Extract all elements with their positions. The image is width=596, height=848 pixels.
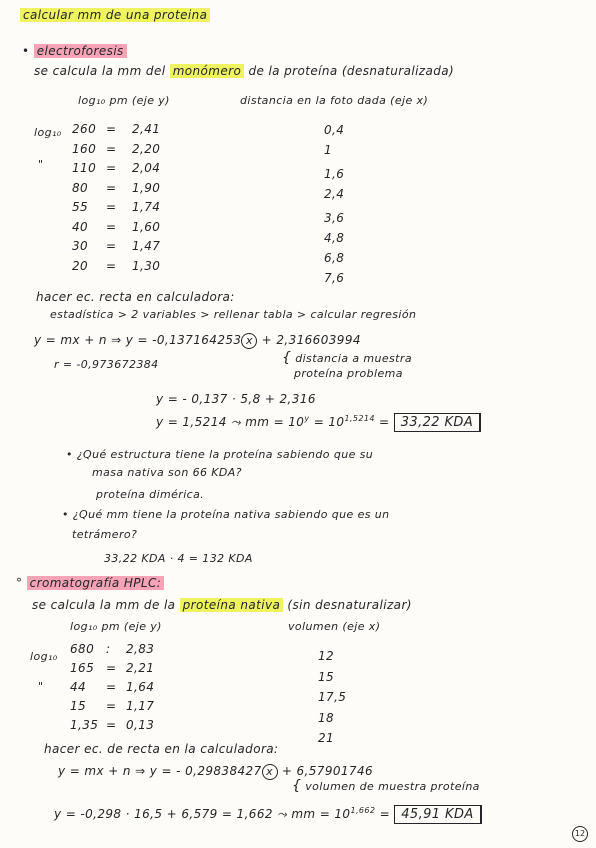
table-cell-log: 2,21 — [126, 661, 155, 675]
table-cell-dist: 6,8 — [324, 251, 345, 265]
electro-eq-post: + 2,316603994 — [261, 333, 361, 347]
table-cell-eq: = — [106, 141, 117, 156]
electro-intro-post: de la proteína (desnaturalizada) — [248, 64, 455, 78]
table-cell-log: 2,04 — [132, 161, 161, 175]
table-cell-eq: = — [106, 258, 117, 273]
circled-x: x — [262, 764, 278, 780]
table-cell-log: 0,13 — [126, 718, 155, 732]
table-cell-eq: : — [106, 642, 111, 656]
hplc-result-exp: 1,662 — [350, 806, 376, 815]
electro-log-column — [132, 120, 160, 276]
hplc-result-box: 45,91 KDA — [394, 805, 481, 824]
table-cell-pm: 55 — [72, 200, 89, 214]
table-cell-pm: 40 — [72, 219, 89, 234]
page-title — [20, 8, 210, 22]
hplc-ditto: " — [38, 680, 44, 693]
table-cell-pm: 15 — [70, 699, 87, 713]
table-cell-dist: 4,8 — [324, 231, 345, 245]
electro-col-y: log₁₀ pm (eje y) — [78, 94, 170, 107]
electro-equation — [34, 333, 361, 349]
electro-note-2: proteína problema — [294, 367, 403, 380]
table-cell-dist: 3,6 — [324, 211, 345, 225]
hplc-log-label: log₁₀ — [30, 650, 58, 663]
electro-result-exp1: y — [304, 414, 310, 423]
hplc-result-eq: = — [375, 807, 391, 821]
hplc-result-pre: y = -0,298 · 16,5 + 6,579 = 1,662 ⤳ mm = 10 — [54, 807, 351, 821]
table-cell-dist: 1,6 — [324, 167, 345, 181]
hplc-col-x: volumen (eje x) — [288, 620, 381, 633]
hplc-log-column — [126, 640, 154, 735]
table-cell-pm: 1,35 — [70, 718, 99, 732]
question-1b: masa nativa son 66 KDA? — [92, 466, 242, 479]
hplc-eq-pre: y = mx + n ⇒ y = - 0,29838427 — [58, 764, 262, 778]
table-cell-pm: 30 — [72, 239, 89, 253]
electro-result — [156, 414, 481, 430]
brace-icon: { — [282, 350, 292, 366]
electro-eq-column — [106, 120, 116, 276]
table-cell-eq: = — [106, 161, 117, 175]
electro-result-pre: y = 1,5214 ⤳ mm = 10 — [156, 415, 305, 429]
table-cell-pm: 110 — [72, 161, 97, 175]
table-cell-eq: = — [106, 200, 117, 214]
table-cell-eq: = — [106, 661, 117, 675]
table-cell-log: 1,30 — [132, 258, 161, 273]
hplc-note: volumen de muestra proteína — [305, 780, 480, 793]
electro-calc-intro: hacer ec. recta en calculadora: — [36, 290, 235, 304]
hplc-heading — [16, 576, 164, 590]
hplc-eq-column — [106, 640, 116, 735]
hplc-pm-column — [70, 640, 98, 735]
electro-brace-note — [282, 350, 412, 366]
hplc-intro-highlight: proteína nativa — [180, 598, 284, 612]
electro-result-mid: = 10 — [309, 415, 345, 429]
hplc-calc-intro: hacer ec. de recta en la calculadora: — [44, 742, 279, 756]
hplc-col-y: log₁₀ pm (eje y) — [70, 620, 162, 633]
table-cell-log: 1,90 — [132, 180, 161, 195]
hplc-intro-pre: se calcula la mm de la — [32, 598, 176, 612]
table-cell-pm: 680 — [70, 642, 95, 656]
circled-x: x — [241, 333, 257, 349]
page-number: 12 — [572, 826, 588, 842]
hplc-intro — [32, 598, 412, 612]
electro-intro-pre: se calcula la mm del — [34, 64, 166, 78]
table-cell-vol: 12 — [318, 649, 335, 663]
table-cell-eq: = — [106, 680, 117, 694]
table-cell-log: 2,20 — [132, 141, 161, 156]
hplc-heading-text: cromatografía HPLC: — [27, 576, 165, 590]
electro-heading-text: electroforesis — [34, 44, 127, 58]
electro-r-value: r = -0,973672384 — [54, 358, 159, 371]
table-cell-log: 1,47 — [132, 239, 161, 253]
table-cell-vol: 17,5 — [318, 690, 347, 704]
electro-result-eq: = — [374, 415, 390, 429]
table-cell-eq: = — [106, 718, 117, 732]
table-cell-dist: 7,6 — [324, 271, 345, 285]
table-cell-pm: 44 — [70, 680, 87, 694]
table-cell-eq: = — [106, 219, 117, 234]
table-cell-log: 1,60 — [132, 219, 161, 234]
electro-pm-column — [72, 120, 96, 276]
table-cell-dist: 0,4 — [324, 123, 345, 137]
table-cell-eq: = — [106, 239, 117, 253]
hplc-intro-post: (sin desnaturalizar) — [287, 598, 412, 612]
table-cell-pm: 165 — [70, 661, 95, 675]
table-cell-eq: = — [106, 699, 117, 713]
electro-log-label: log₁₀ — [34, 126, 62, 139]
question-2: • ¿Qué mm tiene la proteína nativa sabiendo que es un — [62, 508, 390, 521]
answer-1: proteína dimérica. — [96, 488, 205, 501]
table-cell-vol: 18 — [318, 710, 335, 725]
electro-result-exp2: 1,5214 — [344, 414, 375, 423]
table-cell-pm: 20 — [72, 258, 89, 273]
hplc-vol-column — [318, 646, 346, 749]
question-1: • ¿Qué estructura tiene la proteína sabiendo que su — [66, 448, 374, 461]
electro-intro-highlight: monómero — [170, 64, 245, 78]
electro-note-1: distancia a muestra — [295, 352, 412, 365]
brace-icon: { — [292, 778, 302, 794]
electro-dist-column — [324, 120, 344, 288]
hplc-bullet: ° — [16, 576, 23, 590]
table-cell-dist: 1 — [324, 143, 333, 157]
table-cell-pm: 260 — [72, 122, 97, 136]
table-cell-pm: 80 — [72, 180, 89, 195]
table-cell-eq: = — [106, 122, 117, 136]
table-cell-dist: 2,4 — [324, 187, 345, 201]
answer-2: 33,22 KDA · 4 = 132 KDA — [104, 552, 253, 565]
table-cell-log: 1,74 — [132, 200, 161, 214]
electro-ditto: " — [38, 158, 44, 171]
electro-result-box: 33,22 KDA — [394, 413, 481, 432]
question-2b: tetrámero? — [72, 528, 138, 541]
table-cell-log: 2,41 — [132, 122, 161, 136]
electro-heading — [22, 44, 127, 58]
table-cell-pm: 160 — [72, 141, 97, 156]
table-cell-eq: = — [106, 180, 117, 195]
electro-col-x: distancia en la foto dada (eje x) — [240, 94, 429, 107]
table-cell-vol: 21 — [318, 731, 335, 745]
table-cell-log: 1,64 — [126, 680, 155, 694]
page-title-text: calcular mm de una proteina — [20, 8, 210, 22]
hplc-result — [54, 806, 482, 822]
table-cell-log: 1,17 — [126, 699, 155, 713]
hplc-eq-post: + 6,57901746 — [281, 764, 374, 778]
table-cell-log: 2,83 — [126, 642, 155, 656]
electro-intro — [34, 64, 454, 78]
electro-substitution: y = - 0,137 · 5,8 + 2,316 — [156, 392, 316, 406]
electro-calc-steps: estadística > 2 variables > rellenar tabla > calcular regresión — [50, 308, 417, 321]
electro-bullet: • — [22, 44, 30, 58]
hplc-brace-note — [292, 778, 480, 794]
table-cell-vol: 15 — [318, 669, 335, 684]
electro-eq-pre: y = mx + n ⇒ y = -0,137164253 — [34, 333, 242, 347]
